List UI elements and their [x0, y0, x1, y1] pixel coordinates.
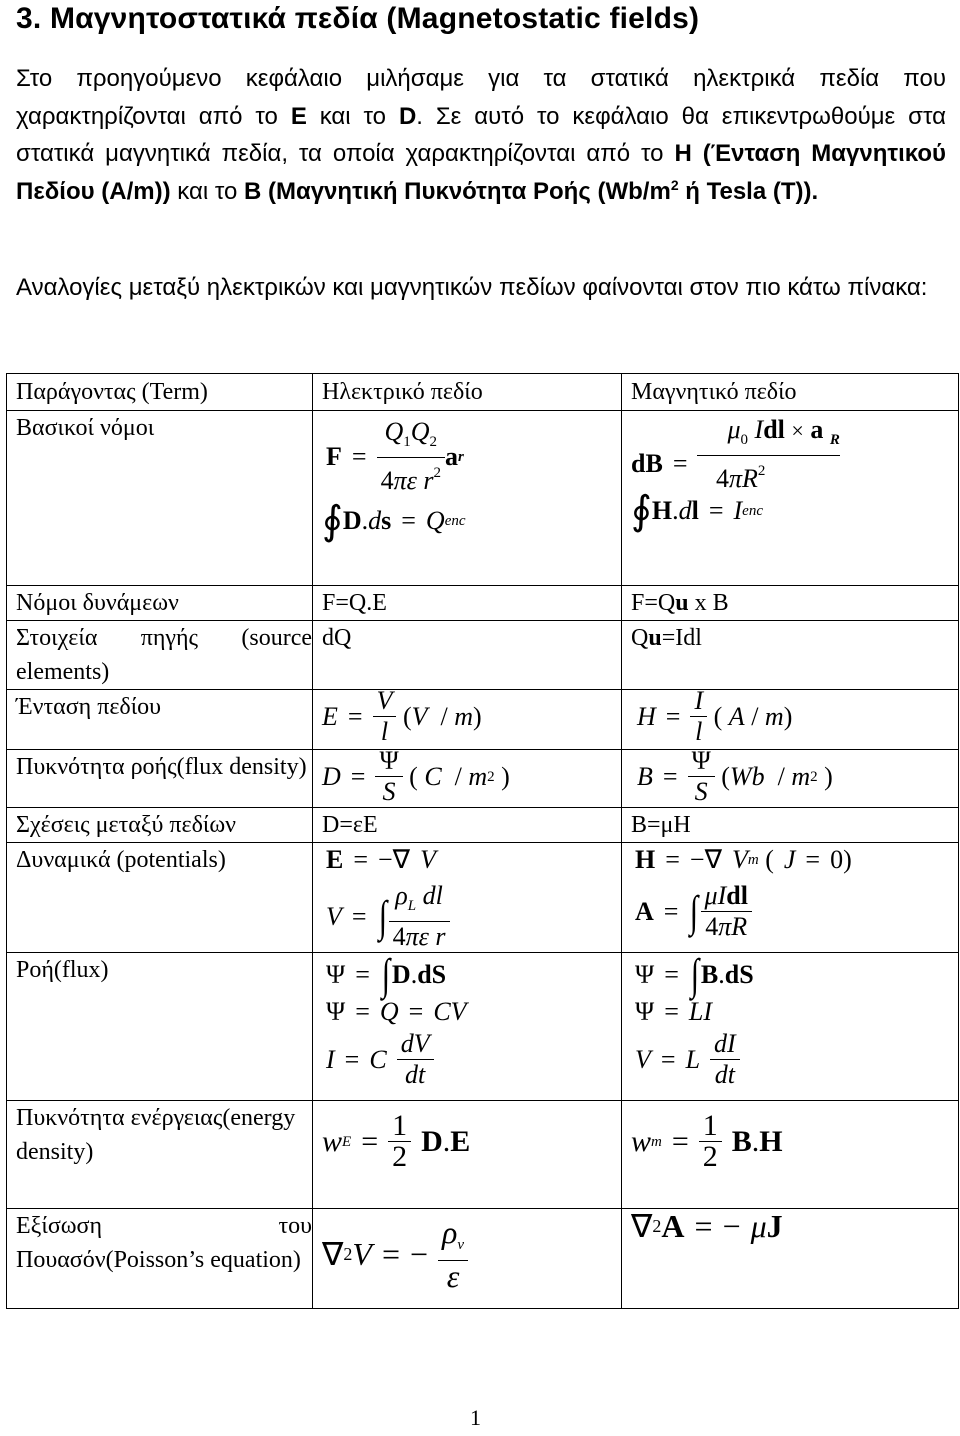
magnetic-potential	[622, 843, 959, 953]
magnetic-source	[622, 621, 959, 690]
magnetic-flux-density	[622, 746, 959, 808]
table-row	[7, 1209, 959, 1309]
magnetic-energy-density	[622, 1101, 959, 1209]
electric-energy-density	[313, 1101, 622, 1209]
table-header-row	[7, 374, 959, 411]
row-label: Βασικοί νόμοι	[7, 411, 313, 586]
table-row	[7, 690, 959, 750]
electric-intensity	[313, 686, 622, 750]
magnetic-flux	[622, 950, 959, 1101]
magnetic-intensity	[622, 686, 959, 750]
table-row	[7, 750, 959, 808]
magnetic-force-law	[622, 586, 959, 621]
table-row	[7, 808, 959, 843]
electric-force-law: F=Q.E	[313, 586, 622, 621]
b-field-eq: B = $\frac{\Psi}{S}$ ( Wb / m 2 )	[637, 746, 833, 806]
page-number: 1	[470, 1405, 481, 1430]
psi-q-cv: Ψ = Q = CV	[326, 997, 467, 1026]
row-label: Σχέσεις μεταξύ πεδίων	[7, 808, 313, 843]
table-row	[7, 1101, 959, 1209]
gauss-law: ∮ D . d s = Q enc	[322, 498, 466, 543]
h-description: Η (Ένταση Μαγνητικού Πεδίου (A/m))	[16, 140, 946, 205]
row-label: Εξίσωση του Πουασόν(Poisson’s equation)	[7, 1209, 313, 1309]
row-label: Δυναμικά (potentials)	[7, 843, 313, 953]
row-label: Νόμοι δυνάμεων	[7, 586, 313, 621]
b-desc-sup: 2	[670, 176, 679, 193]
analogies-paragraph: Αναλογίες μεταξύ ηλεκτρικών και μαγνητικών πεδίων φαίνονται στον πιο κάτω πίνακα:	[16, 274, 928, 301]
symbol-e: Ε	[290, 102, 307, 130]
electric-flux	[313, 950, 622, 1101]
source-m-part: Q	[631, 625, 649, 651]
header-term: Παράγοντας (Term)	[7, 374, 313, 411]
psi-b-integral: Ψ = ∫ B . dS	[635, 950, 754, 999]
biot-savart-law: dB = $\frac{\mu_0 Idl \times a _R}{4\pi R^2}$	[631, 415, 840, 493]
wm-eq: w m = $\frac{1}{2}$ B . H	[631, 1109, 783, 1173]
i-c-dv-dt: I = C $\frac{dV}{dt}$	[326, 1029, 621, 1090]
intro-text: και το	[306, 102, 399, 130]
header-electric: Ηλεκτρικό πεδίο	[313, 374, 622, 411]
force-m-part: F=Q	[631, 590, 676, 616]
electric-poisson	[313, 1209, 622, 1309]
e-gradient-eq: E = −∇ V	[326, 845, 436, 874]
row-label: Στοιχεία πηγής (source elements)	[7, 621, 313, 690]
electric-flux-density	[313, 746, 622, 808]
electric-basic-laws	[313, 411, 622, 586]
d-field-eq: D = $\frac{\Psi}{S}$ ( C / m 2 )	[322, 746, 510, 806]
a-integral-eq: A = ∫ $\frac{\text{μIdl}}{4\pi R}$	[635, 881, 958, 942]
magnetic-relation: B=μH	[622, 808, 959, 843]
coulomb-law: F = $\frac{Q_1Q_2}{4\pi\varepsilon r^2}$ a r	[326, 417, 464, 495]
b-desc-text: Β (Μαγνητική Πυκνότητα Ροής (Wb/m	[243, 177, 671, 205]
poisson-m-eq: ∇ 2 A = − μ J	[631, 1208, 783, 1244]
magnetic-poisson	[622, 1209, 959, 1309]
v-integral-eq: V = ∫ $\frac{\rho_L dl}{\text{4πε r}}$	[326, 881, 621, 952]
we-eq: w E = $\frac{1}{2}$ D . E	[322, 1109, 471, 1173]
electric-potential	[313, 843, 622, 953]
intro-text: και το	[170, 177, 244, 205]
row-label: Πυκνότητα ροής(flux density)	[7, 750, 313, 808]
table-row	[7, 411, 959, 586]
table-row	[7, 621, 959, 690]
h-gradient-eq: H = −∇ V m ( J = 0)	[635, 845, 852, 874]
source-m-u: u	[648, 625, 662, 651]
intro-text: . Σε αυτό το κεφάλαιο θα επικεντρωθούμε στα στατικά μαγνητικά πεδία, τα οποία χαρακτηρίζονται από το	[16, 102, 946, 167]
header-magnetic: Μαγνητικό πεδίο	[622, 374, 959, 411]
analogy-table	[6, 373, 959, 1309]
magnetic-basic-laws	[622, 411, 959, 586]
force-m-part: x B	[688, 590, 729, 616]
b-description	[244, 178, 818, 205]
table-row	[7, 953, 959, 1101]
psi-li: Ψ = LI	[635, 997, 712, 1026]
intro-paragraph	[16, 60, 946, 210]
force-m-u: u	[675, 590, 689, 616]
poisson-e-eq: ∇ 2 V = − $\frac{\rho_v}{\varepsilon}$	[322, 1217, 621, 1291]
row-label: Ροή(flux)	[7, 953, 313, 1101]
row-label: Πυκνότητα ενέργειας(energy density)	[7, 1101, 313, 1209]
electric-relation: D=εE	[313, 808, 622, 843]
h-field-eq: H = $\frac{I}{l}$ ( A / m )	[637, 686, 793, 746]
electric-source: dQ	[313, 621, 622, 690]
b-desc-end: ή Tesla (T)).	[678, 177, 819, 205]
table-row	[7, 586, 959, 621]
symbol-d: D	[398, 102, 417, 130]
v-l-di-dt: V = L $\frac{dI}{dt}$	[635, 1029, 958, 1090]
source-m-part: =Idl	[661, 625, 702, 651]
table-row	[7, 843, 959, 953]
intro-text: Στο προηγούμενο κεφάλαιο μιλήσαμε για τα στατικά ηλεκτρικά πεδία που χαρακτηρίζονται από το	[16, 65, 946, 130]
e-field-eq: E = $\frac{V}{l}$ ( V / m )	[322, 686, 482, 746]
row-label: Ένταση πεδίου	[7, 690, 313, 750]
section-title: 3. Μαγνητοστατικά πεδία (Magnetostatic fields)	[16, 2, 700, 35]
ampere-law: ∮ H . d l = I enc	[631, 488, 763, 533]
psi-d-integral: Ψ = ∫ D . dS	[326, 950, 447, 999]
